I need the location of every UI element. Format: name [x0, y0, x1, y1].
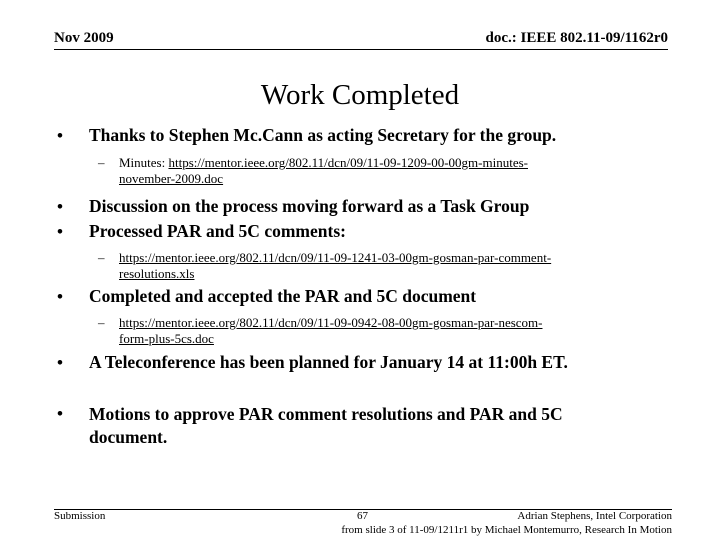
resolutions-link-line2[interactable]: resolutions.xls — [119, 266, 195, 281]
minutes-link-line2[interactable]: november-2009.doc — [119, 171, 224, 186]
page-title: Work Completed — [260, 79, 460, 111]
bullet-marker: • — [57, 126, 63, 145]
bullet-text-line2: document. — [89, 427, 168, 447]
bullet-text: Completed and accepted the PAR and 5C document — [89, 286, 477, 306]
footer-page-number: 67 — [357, 510, 368, 522]
sub-prefix: Minutes: — [119, 155, 169, 170]
bullet-marker: • — [57, 222, 63, 241]
resolutions-link-line1[interactable]: https://mentor.ieee.org/802.11/dcn/09/11-09-1241-03-00gm-gosman-par-comment- — [119, 250, 552, 265]
bullet-marker: • — [57, 287, 63, 306]
bullet-marker: • — [57, 353, 63, 372]
bullet-marker: • — [57, 197, 63, 216]
bullet-text: A Teleconference has been planned for January 14 at 11:00h ET. — [89, 352, 568, 372]
footer-author: Adrian Stephens, Intel Corporation — [517, 510, 672, 522]
header-doc-number: doc.: IEEE 802.11-09/1162r0 — [485, 30, 668, 46]
sub-text — [119, 315, 542, 347]
footer-submission: Submission — [54, 510, 106, 522]
nescom-link-line1[interactable]: https://mentor.ieee.org/802.11/dcn/09/11-09-0942-08-00gm-gosman-par-nescom- — [119, 315, 543, 330]
footer-source-note: from slide 3 of 11-09/1211r1 by Michael Montemurro, Research In Motion — [341, 524, 672, 536]
sub-text — [119, 155, 528, 187]
dash-marker: – — [98, 155, 105, 170]
nescom-link-line2[interactable]: form-plus-5cs.doc — [119, 331, 214, 346]
sub-text — [119, 250, 551, 282]
bullet-marker: • — [57, 404, 63, 423]
bullet-text-line1: Motions to approve PAR comment resolutions and PAR and 5C — [89, 404, 563, 424]
dash-marker: – — [98, 250, 105, 265]
header-date: Nov 2009 — [54, 30, 114, 46]
bullet-text: Thanks to Stephen Mc.Cann as acting Secretary for the group. — [89, 125, 557, 145]
bullet-text: Processed PAR and 5C comments: — [89, 221, 346, 241]
bullet-text: Discussion on the process moving forward as a Task Group — [89, 196, 530, 216]
dash-marker: – — [98, 315, 105, 330]
minutes-link-line1[interactable]: https://mentor.ieee.org/802.11/dcn/09/11-09-1209-00-00gm-minutes- — [168, 155, 528, 170]
header-rule — [54, 49, 668, 50]
bullet-text — [89, 403, 563, 449]
